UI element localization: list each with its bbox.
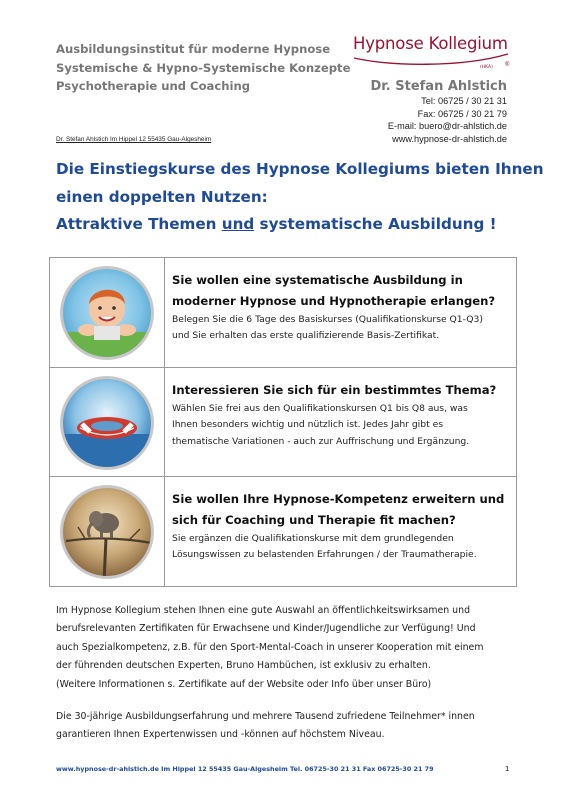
table-row	[50, 368, 516, 477]
body-paragraph	[56, 602, 536, 694]
logo-subtitle: (HKA)	[480, 65, 493, 70]
header-line: Systemische & Hypno-Systemische Konzepte	[56, 60, 351, 75]
header-line: Ausbildungsinstitut für moderne Hypnose	[56, 42, 331, 56]
row-question: sich für Coaching und Therapie fit machen?	[172, 513, 456, 527]
row-question: Sie wollen eine systematische Ausbildung in	[172, 273, 463, 287]
row-answer: thematische Variationen - auch zur Auffrischung und Ergänzung.	[172, 435, 470, 447]
headline	[56, 156, 544, 239]
institute-header	[56, 40, 351, 96]
table-row	[50, 258, 516, 368]
contact-block	[370, 78, 507, 145]
life-ring-on-water-photo	[56, 374, 158, 474]
doctor-name: Dr. Stefan Ahlstich	[370, 79, 507, 94]
header-line: Psychotherapie und Coaching	[56, 79, 251, 93]
row-answer: Belegen Sie die 6 Tage des Basiskurses (Qualifikationskurse Q1-Q3)	[172, 314, 483, 325]
row-question: Interessieren Sie sich für ein bestimmtes Thema?	[172, 383, 497, 397]
body-paragraph	[56, 708, 536, 745]
body-line: (Weitere Informationen s. Zertifikate auf der Website oder Info über unser Büro)	[56, 678, 432, 690]
row-text	[172, 489, 512, 564]
body-line: Im Hypnose Kollegium stehen Ihnen eine gute Auswahl an öffentlichkeitswirksamen und	[56, 605, 471, 616]
headline-underlined-word: und	[221, 215, 255, 233]
hypnose-kollegium-logo	[350, 34, 520, 74]
elephant-on-branch-photo	[56, 483, 158, 583]
fax: Fax: 06725 / 30 21 79	[417, 108, 507, 119]
body-line: Die 30-jährige Ausbildungserfahrung und mehrere Tausend zufriedene Teilnehmer* innen	[56, 711, 475, 722]
row-text	[172, 270, 512, 345]
headline-line	[56, 211, 536, 239]
offer-table	[49, 257, 517, 587]
sender-address: Dr. Stefan Ahlstich Im Hippel 12 55435 Gau-Algesheim	[56, 136, 212, 143]
body-line: berufsrelevanten Zertifikaten für Erwachsene und Kinder/Jugendliche zur Verfügung! Und	[56, 623, 476, 635]
footer: www.hypnose-dr-ahlstich.de Im Hippel 12 55435 Gau-Algesheim Tel. 06725-30 21 31 Fax 06725-30 21 79	[56, 765, 434, 773]
row-question: moderner Hypnose und Hypnotherapie erlangen?	[172, 294, 496, 308]
row-text	[172, 380, 512, 450]
logo-wordmark: Hypnose Kollegium	[353, 34, 508, 53]
headline-line: Die Einstiegskurse des Hypnose Kollegiums bieten Ihnen	[56, 160, 544, 178]
phone: Tel: 06725 / 30 21 31	[421, 96, 507, 106]
body-line: der führenden deutschen Experten, Bruno Hambüchen, ist exklusiv zu erhalten.	[56, 660, 431, 672]
table-row	[50, 477, 516, 587]
row-answer: Lösungswissen zu belastenden Erfahrungen / der Traumatherapie.	[172, 549, 477, 561]
email-link[interactable]: E-mail: buero@dr-ahlstich.de	[387, 121, 507, 132]
row-answer: Ihnen besonders wichtig und nützlich ist. Jedes Jahr gibt es	[172, 419, 444, 431]
row-answer: Sie ergänzen die Qualifikationskurse mit dem grundlegenden	[172, 533, 454, 544]
row-answer: Wählen Sie frei aus den Qualifikationskursen Q1 bis Q8 aus, was	[172, 403, 468, 414]
row-answer: und Sie erhalten das erste qualifizierende Basis-Zertifikat.	[172, 330, 440, 342]
page-number: 1	[505, 765, 510, 773]
body-line: auch Spezialkompetenz, z.B. für den Sport-Mental-Coach in unserer Kooperation mit einem	[56, 641, 484, 653]
body-line: garantieren Ihnen Expertenwissen und -können auf höchstem Niveau.	[56, 729, 385, 741]
headline-line: einen doppelten Nutzen:	[56, 187, 268, 206]
logo-registered-mark: ®	[505, 62, 510, 68]
image-cell	[50, 368, 165, 476]
headline-text: Attraktive Themen	[56, 215, 222, 233]
row-question: Sie wollen Ihre Hypnose-Kompetenz erweitern und	[172, 492, 505, 506]
image-cell	[50, 477, 165, 587]
website-link[interactable]: www.hypnose-dr-ahlstich.de	[392, 133, 507, 144]
headline-text: systematische Ausbildung !	[254, 215, 497, 233]
image-cell	[50, 258, 165, 367]
smiling-child-photo	[56, 264, 158, 364]
